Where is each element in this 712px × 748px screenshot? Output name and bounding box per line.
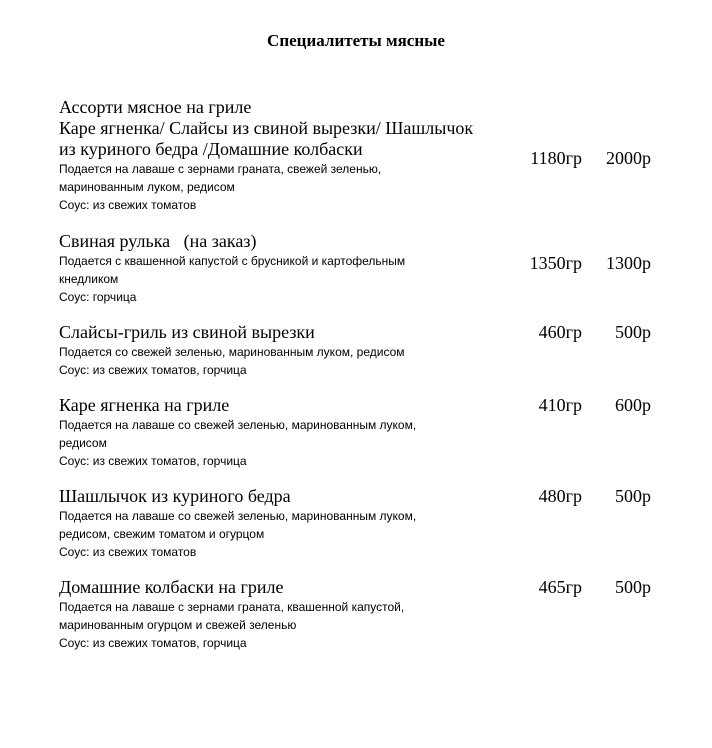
menu-item-text: [59, 395, 514, 470]
menu-item-price: 500р: [615, 322, 651, 342]
menu-item-name: Ассорти мясное на гриле: [59, 97, 252, 117]
menu-item-description: редисом: [59, 436, 107, 450]
menu-item-weight: 410гр: [538, 395, 582, 415]
menu-item-price: 1300р: [606, 253, 651, 273]
menu-item-name: Шашлычок из куриного бедра: [59, 486, 291, 506]
menu-item-weight: 1180гр: [530, 148, 582, 168]
menu-item-text: [59, 577, 514, 652]
menu-item-description: Подается со свежей зеленью, маринованным луком, редисом: [59, 345, 405, 359]
menu-item-name: Каре ягненка на гриле: [59, 395, 230, 415]
menu-item-name: из куриного бедра /Домашние колбаски: [59, 139, 363, 159]
menu-item-description: кнедликом: [59, 272, 119, 286]
menu-item-description: маринованным луком, редисом: [59, 180, 235, 194]
menu-item-description: Подается на лаваше со свежей зеленью, маринованным луком,: [59, 509, 417, 523]
menu-item-weight: 1350гр: [529, 253, 582, 273]
menu-item-price: 600р: [615, 395, 651, 415]
menu-item-price: 500р: [615, 577, 651, 597]
menu-item-price: 500р: [615, 486, 651, 506]
menu-item-description: редисом, свежим томатом и огурцом: [59, 527, 265, 541]
menu-item-description: Соус: из свежих томатов: [59, 545, 197, 559]
menu-item-name: Слайсы-гриль из свиной вырезки: [59, 322, 315, 342]
page-title: Специалитеты мясные: [267, 31, 445, 50]
menu-item-text: [59, 486, 514, 561]
menu-item-description: маринованным огурцом и свежей зеленью: [59, 618, 297, 632]
menu-item-price: 2000р: [606, 148, 651, 168]
menu-item-name: Домашние колбаски на гриле: [59, 577, 284, 597]
menu-item-weight: 465гр: [538, 577, 582, 597]
menu-item-text: [59, 231, 514, 306]
menu-item-name: Каре ягненка/ Слайсы из свиной вырезки/ Шашлычок: [59, 118, 474, 138]
menu-item-description: Соус: горчица: [59, 290, 137, 304]
menu-item-description: Подается на лаваше с зернами граната, свежей зеленью,: [59, 162, 382, 176]
menu-item-description: Соус: из свежих томатов, горчица: [59, 363, 247, 377]
menu-item-description: Соус: из свежих томатов, горчица: [59, 636, 247, 650]
menu-item-description: Подается с квашенной капустой с брусникой и картофельным: [59, 254, 406, 268]
menu-item-text: [59, 97, 514, 214]
menu-item-weight: 480гр: [538, 486, 582, 506]
menu-item-description: Подается на лаваше со свежей зеленью, маринованным луком,: [59, 418, 417, 432]
menu-item-description: Соус: из свежих томатов: [59, 198, 197, 212]
menu-item-text: [59, 322, 514, 379]
menu-item-weight: 460гр: [538, 322, 582, 342]
menu-item-description: Подается на лаваше с зернами граната, квашенной капустой,: [59, 600, 405, 614]
menu-item-description: Соус: из свежих томатов, горчица: [59, 454, 247, 468]
menu-item-name: Свиная рулька (на заказ): [59, 231, 257, 251]
